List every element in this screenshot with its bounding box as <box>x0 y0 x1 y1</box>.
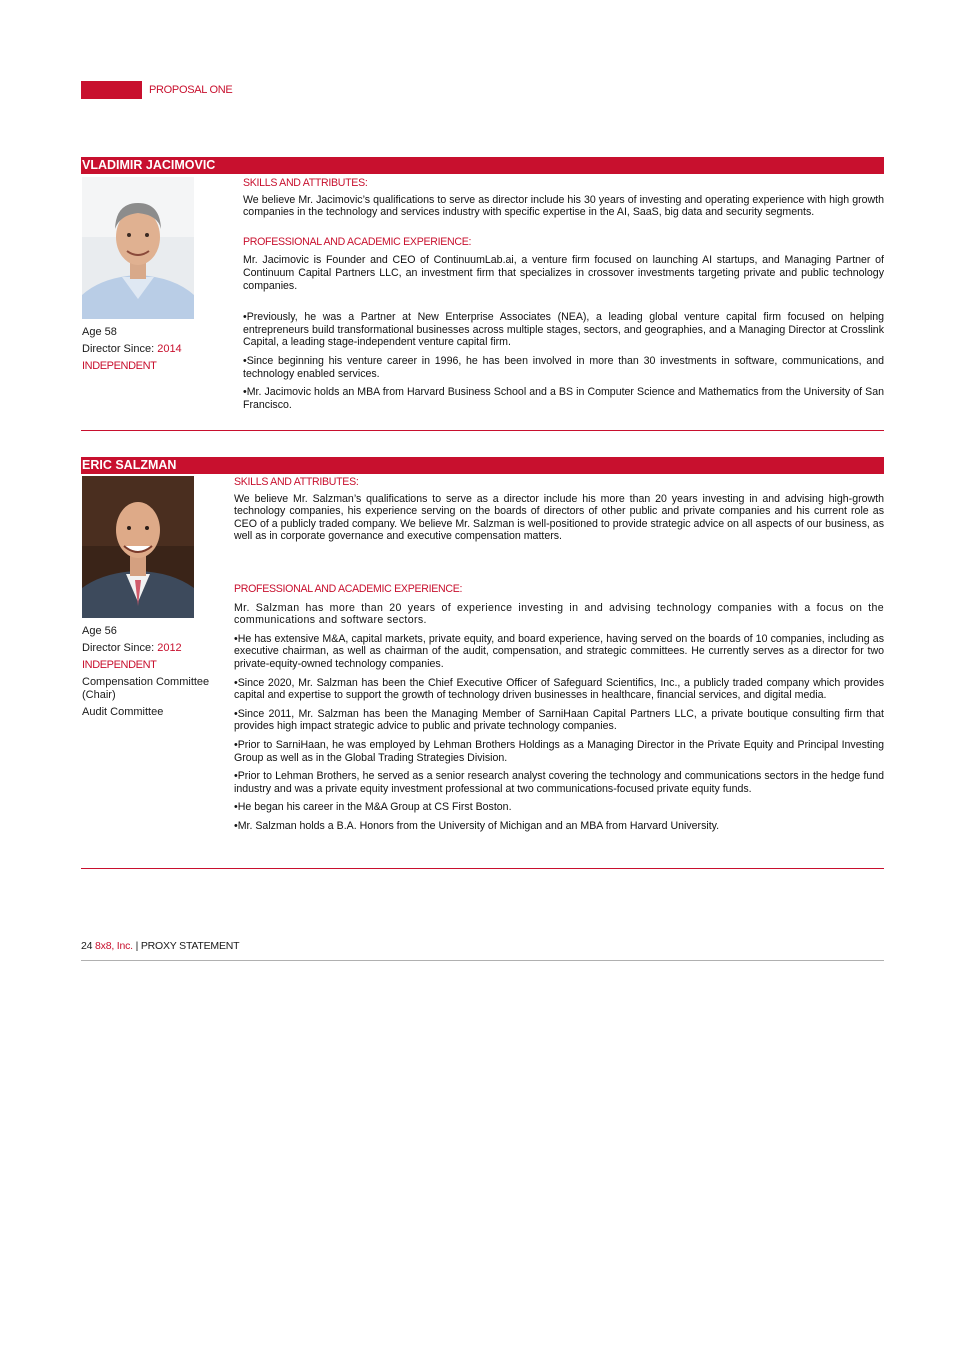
director-age: Age 58 <box>82 326 117 338</box>
director-name-bar: VLADIMIR JACIMOVIC <box>81 157 884 174</box>
director-age: Age 56 <box>82 625 117 637</box>
director-since: Director Since: 2012 <box>82 642 182 654</box>
footer-doc-title: | PROXY STATEMENT <box>132 940 240 952</box>
skills-heading: SKILLS AND ATTRIBUTES: <box>234 476 359 488</box>
header-accent-block <box>81 81 142 99</box>
experience-bullets <box>234 633 884 833</box>
skills-text: We believe Mr. Salzman’s qualifications to serve as a director include his more than 20 years investing in and advising high-growth technology companies, his experience serving on the boards of directors of other public and private companies and his current role as CEO of a publicly traded company. We believe Mr. Salzman is well-positioned to provide strategic advice on all aspects of our business, as well as in corporate governance and executive compensation matters. <box>234 492 884 543</box>
director-status: INDEPENDENT <box>82 360 157 372</box>
company-name: 8x8, Inc. <box>95 940 133 952</box>
bullet-item: •Prior to SarniHaan, he was employed by Lehman Brothers Holdings as a Managing Director in the Private Equity and Principal Investing Group as well as in the Global Trading Strategies Division. <box>234 738 884 764</box>
director-bio <box>234 476 884 838</box>
director-photo <box>82 177 194 319</box>
director-photo <box>82 476 194 618</box>
experience-bullets <box>243 311 884 411</box>
page-footer <box>81 940 239 952</box>
director-sidebar <box>82 625 222 723</box>
experience-intro: Mr. Jacimovic is Founder and CEO of ContinuumLab.ai, a venture firm focused on launching AI startups, and Managing Partner of Continuum Capital Partners LLC, an investment firm that specializes in crossover investments targeting private and public technology companies. <box>243 254 884 292</box>
director-sidebar <box>82 326 222 377</box>
bullet-item: •He began his career in the M&A Group at CS First Boston. <box>234 801 512 814</box>
section-divider <box>81 868 884 869</box>
skills-text: We believe Mr. Jacimovic’s qualifications to serve as director include his 30 years of investing and operating experience with high growth companies in the technology and services industry with specific expertise in the AI, SaaS, big data and security segments. <box>243 193 884 219</box>
bullet-item: •Since 2020, Mr. Salzman has been the Chief Executive Officer of Safeguard Scientifics, Inc., a publicly traded company which provides capital and expertise to support the growth of technology driven businesses in healthcare, financial services, and digital media. <box>234 676 884 702</box>
bullet-item: •Since 2011, Mr. Salzman has been the Managing Member of SarniHaan Capital Partners LLC, a private boutique consulting firm that provides high impact strategic advice to public and private technology companies. <box>234 707 884 733</box>
bullet-item: •Mr. Salzman holds a B.A. Honors from the University of Michigan and an MBA from Harvard University. <box>234 819 720 832</box>
skills-heading: SKILLS AND ATTRIBUTES: <box>243 177 368 189</box>
section-divider <box>81 430 884 431</box>
bullet-item: •He has extensive M&A, capital markets, private equity, and board experience, having served on the boards of 10 companies, including as executive chairman, as well as chairman of the audit, compensation, and strategic committees. He currently serves as a director for two private-equity-owned technology companies. <box>234 632 884 670</box>
bullet-item: •Mr. Jacimovic holds an MBA from Harvard Business School and a BS in Computer Science and Mathematics from the University of San Francisco. <box>243 386 884 411</box>
experience-heading: PROFESSIONAL AND ACADEMIC EXPERIENCE: <box>234 582 463 595</box>
page-number: 24 <box>81 940 93 952</box>
director-bio <box>243 177 884 417</box>
bullet-item: •Prior to Lehman Brothers, he served as a senior research analyst covering the technology and communications sectors in the hedge fund industry and was a private equity investment professional at two communications-focused private equity funds. <box>234 770 884 795</box>
director-status: INDEPENDENT <box>82 659 157 671</box>
committee-item: Compensation Committee (Chair) <box>82 676 210 701</box>
director-name-bar: ERIC SALZMAN <box>81 457 884 474</box>
experience-intro: Mr. Salzman has more than 20 years of experience investing in and advising technology companies with a focus on the communications and software sectors. <box>234 601 884 627</box>
director-since: Director Since: 2014 <box>82 343 182 355</box>
experience-heading: PROFESSIONAL AND ACADEMIC EXPERIENCE: <box>243 235 472 248</box>
section-label: PROPOSAL ONE <box>149 84 233 96</box>
footer-divider <box>81 960 884 961</box>
bullet-item: •Previously, he was a Partner at New Enterprise Associates (NEA), a leading global venture capital firm focused on helping entrepreneurs build transformational businesses across multiple stages, sectors, and geographies, and a Managing Director at Crosslink Capital, a leading stage-independent venture capital firm. <box>243 311 884 349</box>
bullet-item: •Since beginning his venture career in 1996, he has been involved in more than 30 investments in software, communications, and technology enabled services. <box>243 354 884 380</box>
committee-item: Audit Committee <box>82 706 164 718</box>
